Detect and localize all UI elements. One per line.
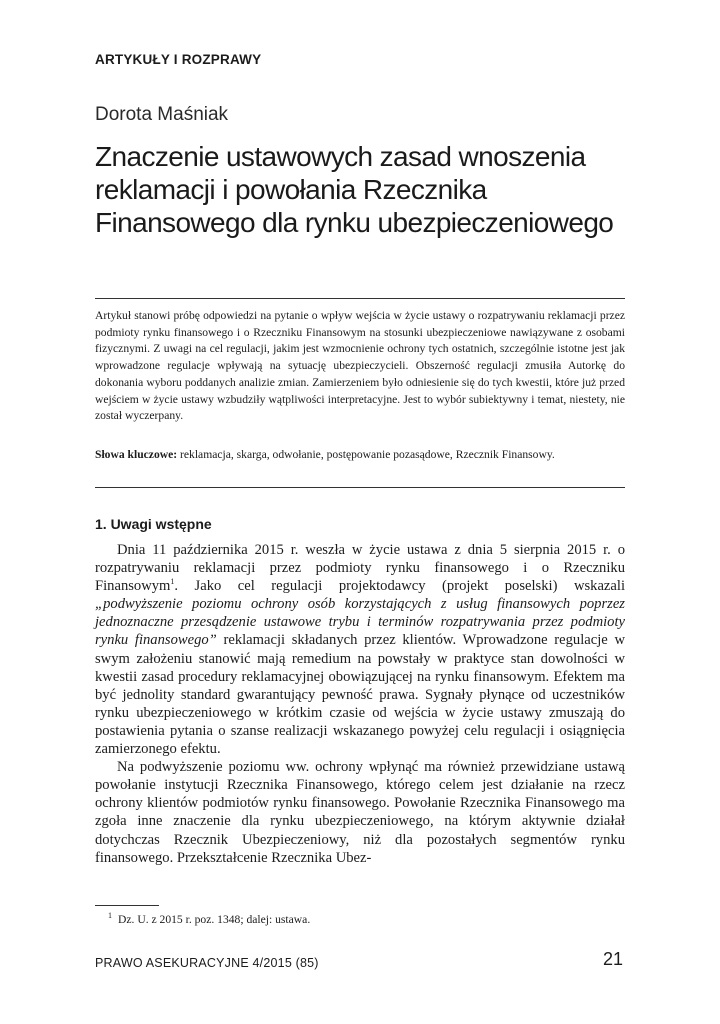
paragraph-1-part-b: . Jako cel regulacji projektodawcy (projekt poselski) wskazali — [174, 578, 625, 595]
keywords — [95, 447, 625, 464]
section-label: ARTYKUŁY I ROZPRAWY — [95, 52, 262, 67]
journal-name: PRAWO ASEKURACYJNE 4/2015 (85) — [95, 956, 319, 970]
keywords-list: reklamacja, skarga, odwołanie, postępowanie pozasądowe, Rzecznik Finansowy. — [180, 448, 555, 461]
abstract-bottom-rule — [95, 487, 625, 488]
article-title: Znaczenie ustawowych zasad wnoszenia reklamacji i powołania Rzecznika Finansowego dla rynku ubezpieczeniowego — [95, 141, 614, 238]
paragraph-1-part-a: Dnia 11 października 2015 r. weszła w życie ustawa z dnia 5 sierpnia 2015 r. o rozpatrywaniu reklamacji przez podmioty rynku finansowego i o Rzeczniku Finansowym — [95, 542, 625, 595]
abstract-top-rule — [95, 298, 625, 299]
paragraph-1 — [95, 541, 625, 758]
footnote — [108, 913, 310, 926]
abstract: Artykuł stanowi próbę odpowiedzi na pytanie o wpływ wejścia w życie ustawy o rozpatrywaniu reklamacji przez podmioty rynku finansowego i o Rzeczniku Finansowym na stosunki ubezpieczeniowe nawiązywane z osobami fizycznymi. Z uwagi na cel regulacji, jakim jest wzmocnienie ochrony tych ostatnich, szczególnie istotne jest jak wprowadzone regulacje wpływają na sytuację ubezpieczycieli. Obszerność regulacji zmusiła Autorkę do dokonania wyboru poddanych analizie zmian. Zamierzeniem było odniesienie się do tych kwestii, które już przed wejściem w życie ustawy wzbudziły wątpliwości interpretacyjne. Jest to wybór subiektywny i temat, niestety, nie został wyczerpany. — [95, 309, 625, 423]
author-name: Dorota Maśniak — [95, 104, 229, 125]
keywords-label: Słowa kluczowe: — [95, 448, 178, 461]
paragraph-1-quote: „podwyższenie poziomu ochrony osób korzystających z usług finansowych poprzez jednoznaczne przesądzenie ustawowe trybu i terminów rozpatrywania przez podmioty rynku finansowego” — [95, 596, 625, 649]
page-number: 21 — [602, 949, 623, 969]
paragraph-1-part-c: reklamacji składanych przez klientów. Wprowadzone regulacje w swym założeniu stanowić mają remedium na powstały w praktyce stan dowolności w kwestii zasad procedury reklamacyjnej obowiązującej na rynku finansowym. Efektem ma być jednolity standard gwarantujący pewność prawa. Sygnały płynące od uczestników rynku ubezpieczeniowego w krótkim czasie od wejścia w życie ustawy zmuszają do postawienia pytania o szanse realizacji wskazanego powyżej celu regulacji i osiągnięcia zamierzonego efektu. — [95, 632, 625, 758]
footnote-text: Dz. U. z 2015 r. poz. 1348; dalej: ustawa. — [118, 913, 311, 926]
paragraph-2: Na podwyższenie poziomu ww. ochrony wpłynąć ma również przewidziane ustawą powołanie instytucji Rzecznika Finansowego, którego celem jest działanie na rzecz ochrony klientów podmiotów rynku finansowego. Powołanie Rzecznika Finansowego ma zgoła inne znaczenie dla rynku ubezpieczeniowego, na którym aktywnie działał dotychczas Rzecznik Ubezpieczeniowy, niż dla pozostałych segmentów rynku finansowego. Przekształcenie Rzecznika Ubez- — [95, 759, 625, 866]
body-text — [95, 541, 625, 867]
footnote-number: 1 — [108, 911, 112, 921]
footnote-rule — [95, 905, 159, 906]
footnote-ref[interactable]: 1 — [170, 577, 175, 587]
section-heading: 1. Uwagi wstępne — [95, 516, 212, 532]
